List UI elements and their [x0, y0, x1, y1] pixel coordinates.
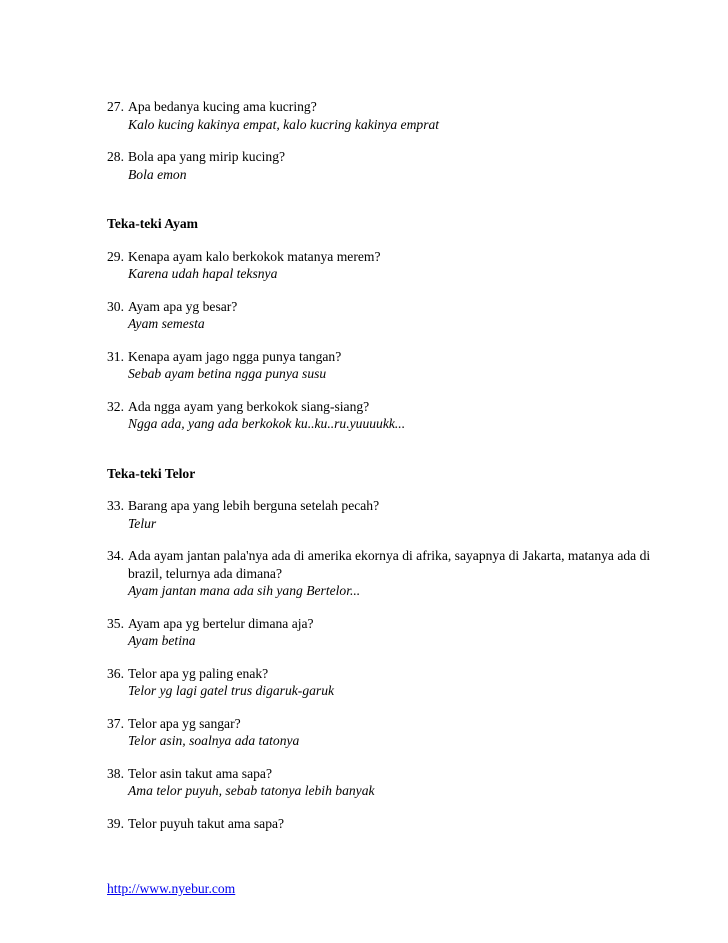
riddle-number: 39. [107, 815, 124, 831]
section-heading: Teka-teki Ayam [107, 216, 199, 231]
riddle-item [107, 148, 687, 183]
riddle-question: Ayam apa yg bertelur dimana aja? [128, 615, 314, 631]
riddle-answer: Telor yg lagi gatel trus digaruk-garuk [128, 683, 335, 698]
riddle-number: 34. [107, 548, 124, 563]
riddle-question: Ada ayam jantan pala'nya ada di amerika ekornya di afrika, sayapnya di Jakarta, matanya ada di brazil, telurnya ada dimana? [128, 548, 651, 581]
riddle-answer: Ayam semesta [128, 316, 205, 331]
riddle-question: Telor asin takut ama sapa? [128, 765, 272, 781]
riddle-answer: Bola emon [128, 166, 187, 182]
riddle-group [107, 465, 687, 833]
riddle-item [107, 615, 687, 650]
riddle-answer: Ayam betina [128, 633, 196, 648]
riddle-number: 27. [107, 99, 124, 114]
riddle-item [107, 765, 687, 800]
riddle-number: 37. [107, 715, 124, 731]
riddle-item [107, 298, 687, 333]
riddle-answer: Kalo kucing kakinya empat, kalo kucring kakinya emprat [128, 116, 440, 132]
riddle-number: 36. [107, 665, 124, 681]
riddle-answer: Karena udah hapal teksnya [128, 266, 278, 281]
riddle-number: 33. [107, 498, 124, 513]
riddle-number: 35. [107, 615, 124, 631]
riddle-question: Ayam apa yg besar? [128, 298, 238, 314]
riddle-answer: Telur [128, 515, 157, 531]
riddle-number: 32. [107, 398, 124, 414]
riddle-number: 28. [107, 149, 124, 164]
riddle-number: 31. [107, 348, 124, 364]
riddle-answer: Ngga ada, yang ada berkokok ku..ku..ru.yuuuukk... [128, 416, 406, 431]
riddle-item [107, 497, 687, 532]
riddle-answer: Ayam jantan mana ada sih yang Bertelor... [128, 583, 361, 598]
riddle-question: Telor puyuh takut ama sapa? [128, 815, 285, 831]
riddle-number: 29. [107, 248, 124, 264]
riddle-question: Telor apa yg sangar? [128, 715, 241, 731]
riddle-number: 38. [107, 765, 124, 781]
section-heading: Teka-teki Telor [107, 465, 196, 481]
footer-link[interactable]: http://www.nyebur.com [107, 881, 236, 896]
riddle-question: Kenapa ayam jago ngga punya tangan? [128, 348, 342, 364]
riddle-question: Telor apa yg paling enak? [128, 665, 269, 681]
riddle-question: Kenapa ayam kalo berkokok matanya merem? [128, 248, 381, 264]
riddle-item [107, 348, 687, 383]
riddle-number: 30. [107, 298, 124, 314]
riddle-question: Ada ngga ayam yang berkokok siang-siang? [128, 398, 370, 414]
riddle-item [107, 665, 687, 700]
riddle-item [107, 248, 687, 283]
riddle-item [107, 815, 687, 833]
riddle-question: Bola apa yang mirip kucing? [128, 149, 286, 164]
riddle-question: Apa bedanya kucing ama kucring? [128, 99, 317, 114]
riddle-answer: Telor asin, soalnya ada tatonya [128, 733, 300, 748]
riddle-item [107, 98, 687, 133]
riddle-question: Barang apa yang lebih berguna setelah pecah? [128, 498, 380, 513]
riddle-item [107, 398, 687, 433]
riddle-group [107, 215, 687, 433]
riddle-item [107, 547, 687, 600]
riddle-group [107, 98, 687, 183]
riddle-item [107, 715, 687, 750]
riddle-answer: Sebab ayam betina ngga punya susu [128, 366, 327, 381]
riddle-answer: Ama telor puyuh, sebab tatonya lebih banyak [128, 783, 375, 798]
document-body [107, 98, 687, 847]
